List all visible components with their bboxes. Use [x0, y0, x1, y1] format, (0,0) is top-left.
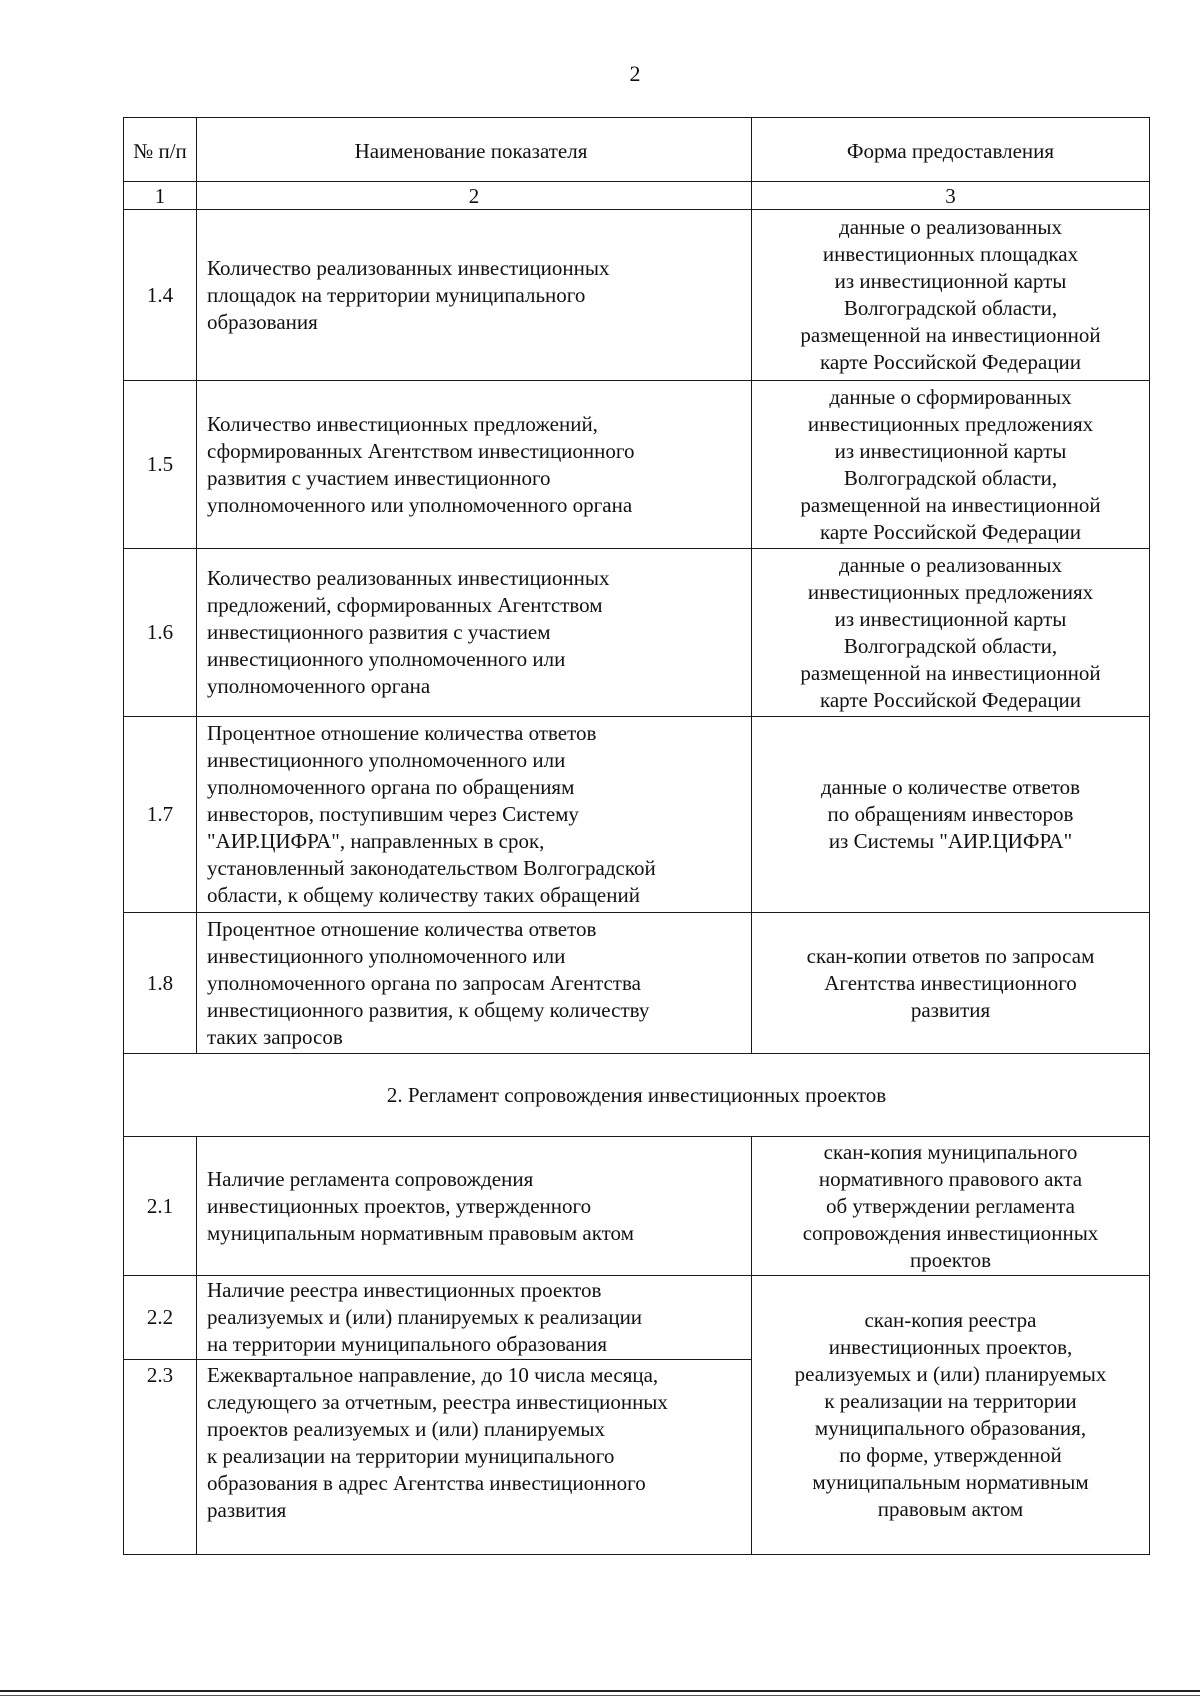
header-submission-form: Форма предоставления	[752, 118, 1150, 182]
submission-form-shared: скан-копия реестра инвестиционных проектов, реализуемых и (или) планируемых к реализации на территории муниципального образования, по форме, утвержденной муниципальным нормативным правовым актом	[752, 1276, 1150, 1555]
section-heading: 2. Регламент сопровождения инвестиционных проектов	[124, 1054, 1150, 1137]
indicator-name: Ежеквартальное направление, до 10 числа месяца, следующего за отчетным, реестра инвестиционных проектов реализуемых и (или) планируемых к реализации на территории муниципального образования в адрес Агентства инвестиционного развития	[197, 1360, 752, 1555]
indicators-table	[123, 117, 1150, 1555]
submission-form: скан-копии ответов по запросам Агентства инвестиционного развития	[752, 913, 1150, 1054]
table-row	[124, 1137, 1150, 1276]
header-number: № п/п	[124, 118, 197, 182]
indicator-name: Наличие реестра инвестиционных проектов реализуемых и (или) планируемых к реализации на территории муниципального образования	[197, 1276, 752, 1360]
table-row	[124, 913, 1150, 1054]
table-row	[124, 1276, 1150, 1360]
submission-form: данные о реализованных инвестиционных предложениях из инвестиционной карты Волгоградской области, размещенной на инвестиционной карте Российской Федерации	[752, 549, 1150, 717]
row-number: 2.2	[124, 1276, 197, 1360]
row-number: 2.1	[124, 1137, 197, 1276]
row-number: 1.8	[124, 913, 197, 1054]
table-row	[124, 717, 1150, 913]
section-heading-row	[124, 1054, 1150, 1137]
submission-form: данные о реализованных инвестиционных площадках из инвестиционной карты Волгоградской области, размещенной на инвестиционной карте Российской Федерации	[752, 210, 1150, 381]
table-row	[124, 549, 1150, 717]
table-row	[124, 381, 1150, 549]
table-header-row	[124, 118, 1150, 182]
scan-bottom-edge	[0, 1690, 1200, 1692]
indicator-name: Наличие регламента сопровождения инвестиционных проектов, утвержденного муниципальным нормативным правовым актом	[197, 1137, 752, 1276]
submission-form: скан-копия муниципального нормативного правового акта об утверждении регламента сопровождения инвестиционных проектов	[752, 1137, 1150, 1276]
indicator-name: Процентное отношение количества ответов инвестиционного уполномоченного или уполномоченного органа по обращениям инвесторов, поступившим через Систему "АИР.ЦИФРА", направленных в срок, установленный законодательством Волгоградской области, к общему количеству таких обращений	[197, 717, 752, 913]
indicator-name: Количество реализованных инвестиционных предложений, сформированных Агентством инвестиционного развития с участием инвестиционного уполномоченного или уполномоченного органа	[197, 549, 752, 717]
indicator-name: Процентное отношение количества ответов инвестиционного уполномоченного или уполномоченного органа по запросам Агентства инвестиционного развития, к общему количеству таких запросов	[197, 913, 752, 1054]
header-indicator-name: Наименование показателя	[197, 118, 752, 182]
column-index-3: 3	[752, 182, 1150, 210]
indicator-name: Количество инвестиционных предложений, сформированных Агентством инвестиционного развития с участием инвестиционного уполномоченного или уполномоченного органа	[197, 381, 752, 549]
table-row	[124, 210, 1150, 381]
column-index-2: 2	[197, 182, 752, 210]
row-number: 2.3	[124, 1360, 197, 1555]
submission-form: данные о сформированных инвестиционных предложениях из инвестиционной карты Волгоградской области, размещенной на инвестиционной карте Российской Федерации	[752, 381, 1150, 549]
row-number: 1.7	[124, 717, 197, 913]
row-number: 1.5	[124, 381, 197, 549]
submission-form: данные о количестве ответов по обращениям инвесторов из Системы "АИР.ЦИФРА"	[752, 717, 1150, 913]
row-number: 1.4	[124, 210, 197, 381]
indicator-name: Количество реализованных инвестиционных площадок на территории муниципального образования	[197, 210, 752, 381]
column-index-row	[124, 182, 1150, 210]
column-index-1: 1	[124, 182, 197, 210]
row-number: 1.6	[124, 549, 197, 717]
scan-bottom-edge-thin	[0, 1695, 1200, 1696]
page-number: 2	[629, 61, 641, 86]
